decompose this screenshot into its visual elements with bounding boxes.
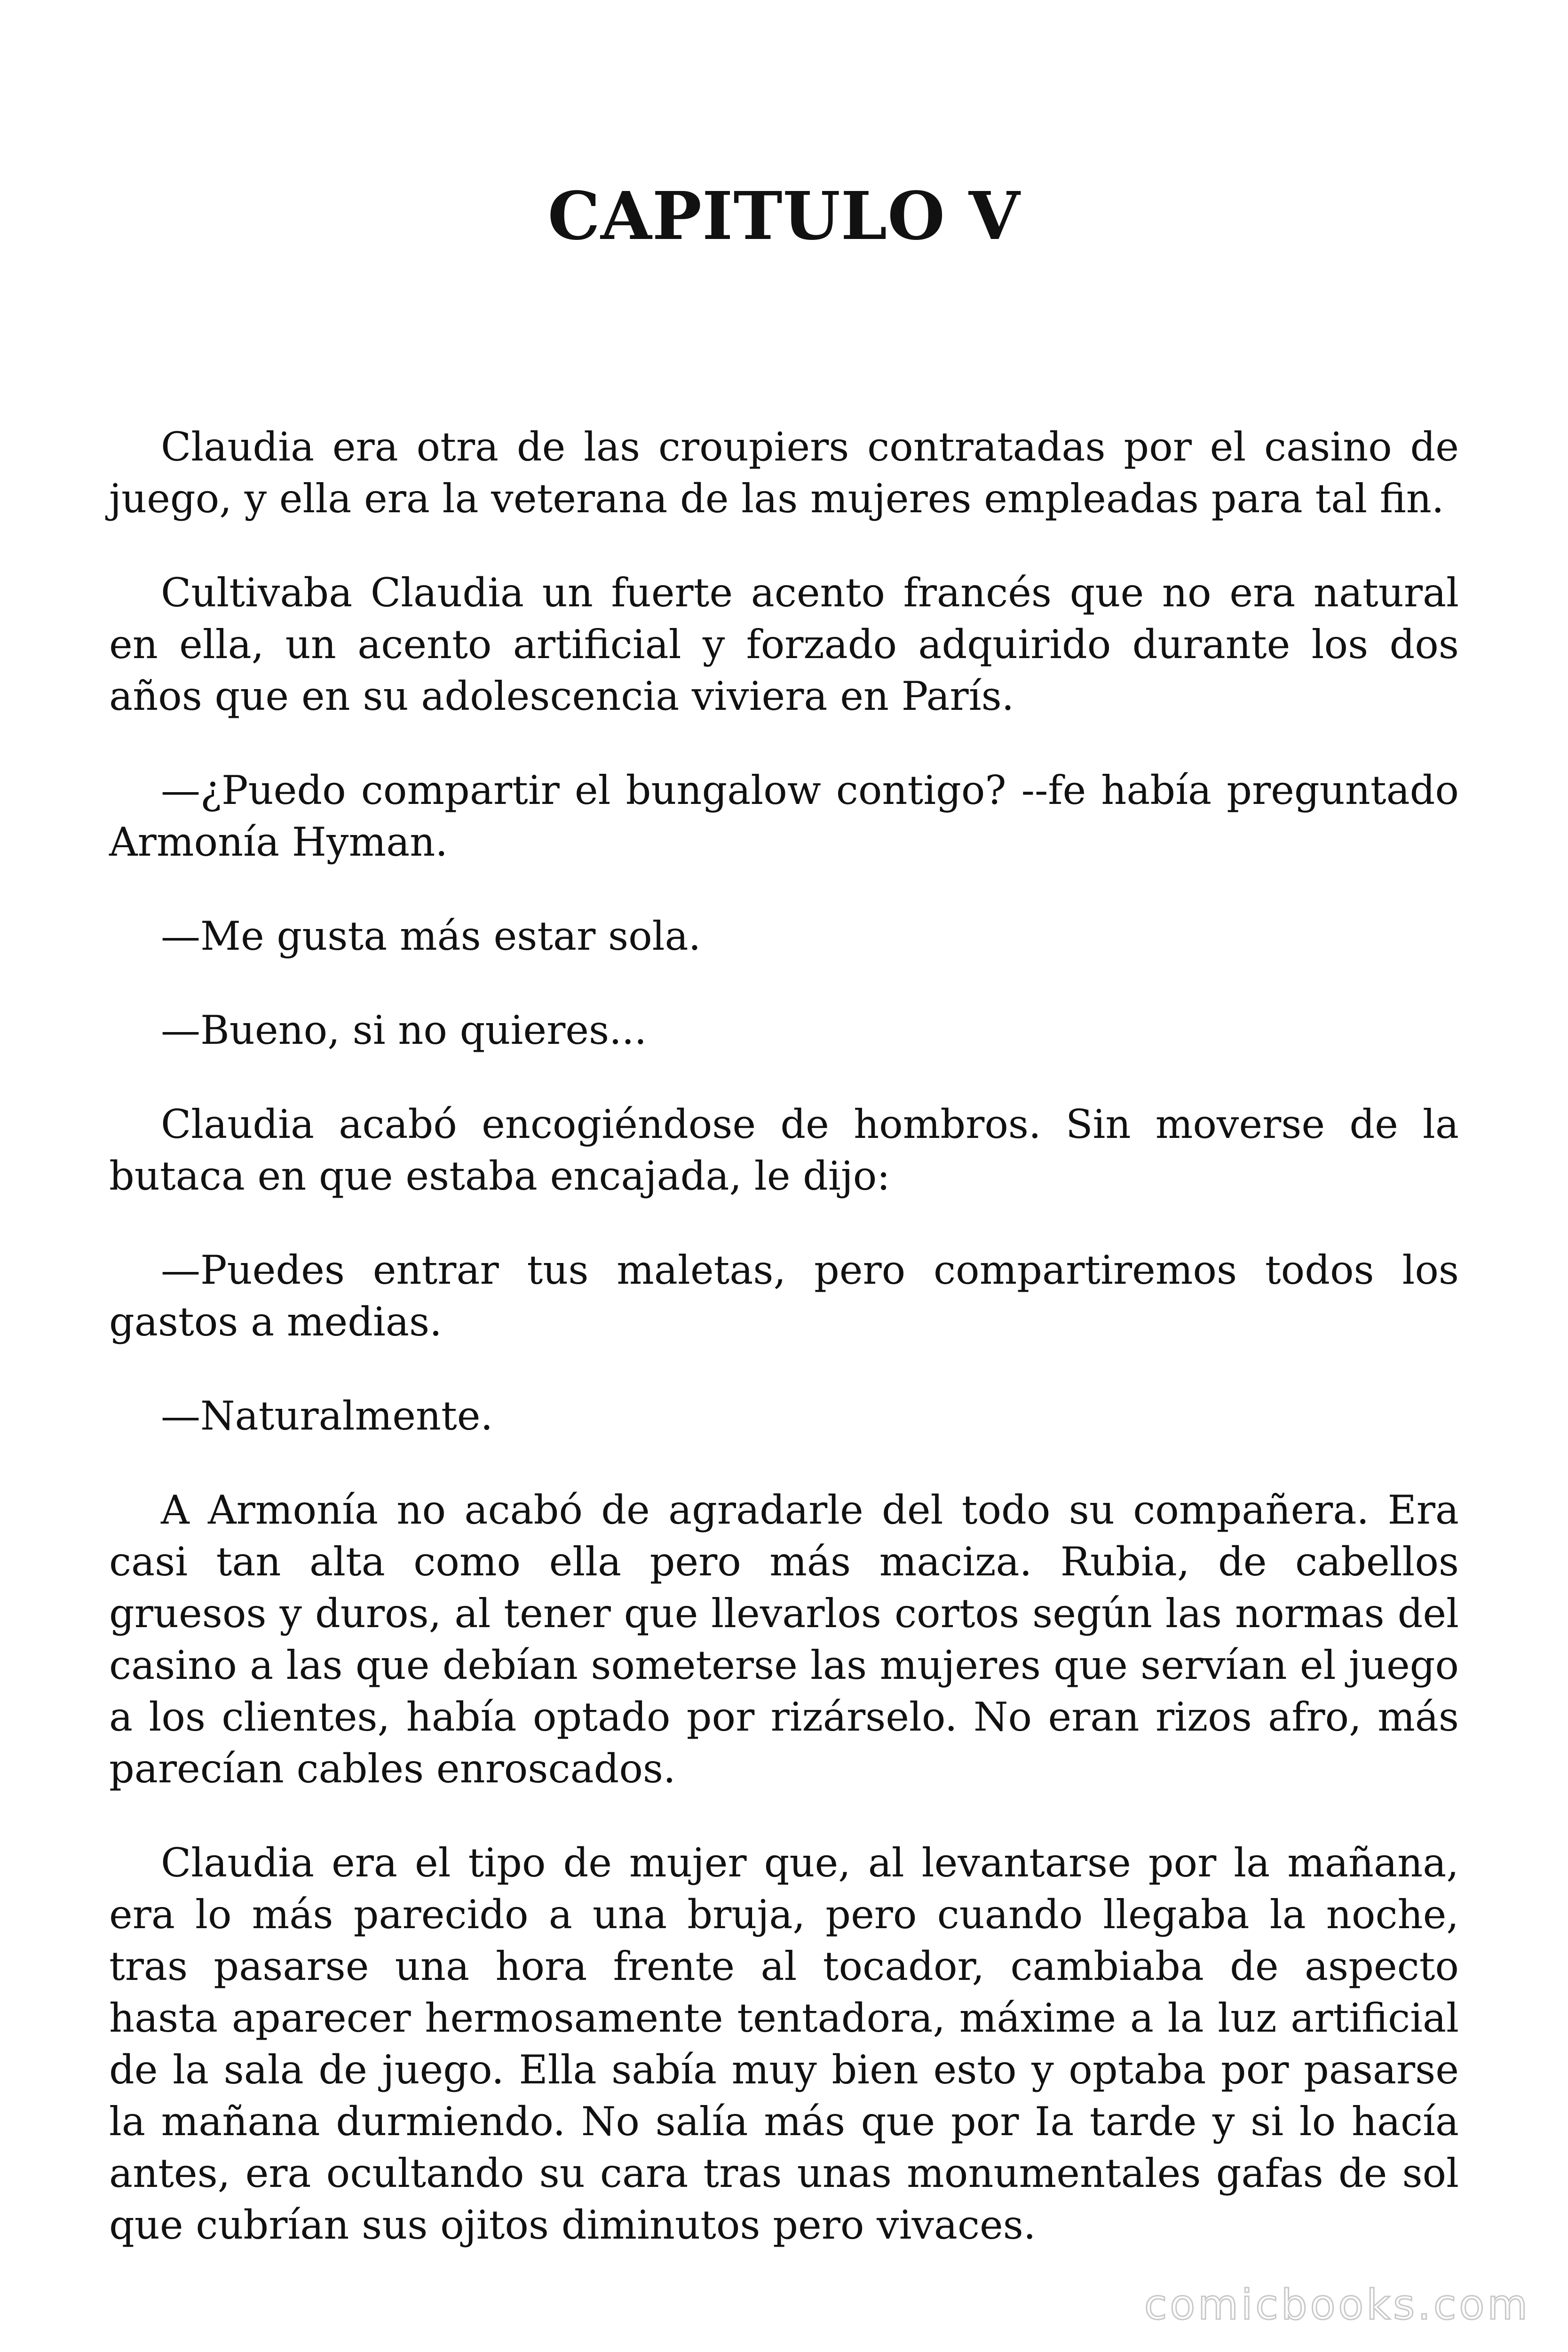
paragraph: —Puedes entrar tus maletas, pero compartiremos todos los gastos a medias. [109, 1247, 1459, 1345]
paragraph: —Naturalmente. [161, 1393, 493, 1439]
paragraph: —Bueno, si no quieres... [161, 1007, 647, 1053]
paragraph: —¿Puedo compartir el bungalow contigo? --fe había preguntado Armonía Hyman. [109, 767, 1459, 865]
chapter-title: CAPITULO V [547, 178, 1021, 255]
site-watermark: comicbooks.com [1144, 2280, 1530, 2329]
paragraph: Claudia era el tipo de mujer que, al levantarse por la mañana, era lo más parecido a una bruja, pero cuando llegaba la noche, tras pasarse una hora frente al tocador, cambiaba de aspecto hasta aparecer hermosamente tentadora, máxime a la luz artificial de la sala de juego. Ella sabía muy bien esto y optaba por pasarse la mañana durmiendo. No salía más que por Ia tarde y si lo hacía antes, era ocultando su cara tras unas monumentales gafas de sol que cubrían sus ojitos diminutos pero vivaces. [109, 1840, 1459, 2248]
paragraph: Claudia acabó encogiéndose de hombros. Sin moverse de la butaca en que estaba encajada, le dijo: [109, 1101, 1459, 1199]
paragraph: A Armonía no acabó de agradarle del todo su compañera. Era casi tan alta como ella pero más maciza. Rubia, de cabellos gruesos y duros, al tener que llevarlos cortos según las normas del casino a las que debían someterse las mujeres que servían el juego a los clientes, había optado por rizárselo. No eran rizos afro, más parecían cables enroscados. [109, 1487, 1459, 1792]
paragraph: Claudia era otra de las croupiers contratadas por el casino de juego, y ella era la veterana de las mujeres empleadas para tal fin. [109, 424, 1459, 522]
chapter-body [109, 421, 1459, 2293]
paragraph: Cultivaba Claudia un fuerte acento francés que no era natural en ella, un acento artificial y forzado adquirido durante los dos años que en su adolescencia viviera en París. [109, 570, 1459, 719]
paragraph: —Me gusta más estar sola. [161, 913, 701, 959]
